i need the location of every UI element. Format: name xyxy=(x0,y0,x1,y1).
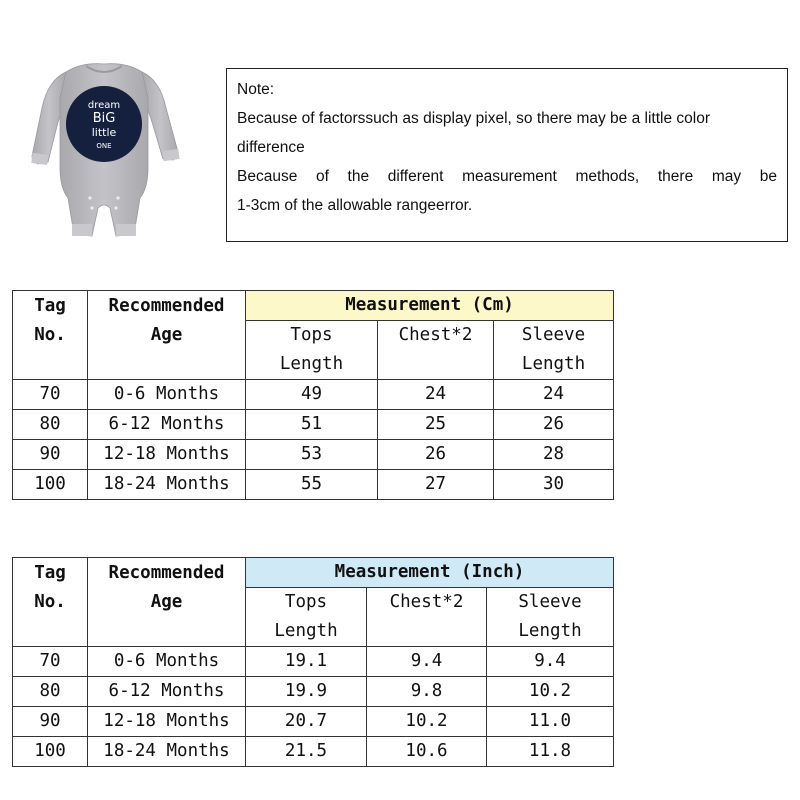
header-tag-no: Tag No. xyxy=(13,291,88,380)
cell-age: 18-24 Months xyxy=(88,737,246,767)
cell-chest: 9.4 xyxy=(367,647,487,677)
cell-age: 12-18 Months xyxy=(88,440,246,470)
cell-chest: 24 xyxy=(378,380,494,410)
header-sleeve-length: Sleeve Length xyxy=(494,321,614,380)
header-chest: Chest*2 xyxy=(378,321,494,380)
cell-tag-no: 70 xyxy=(13,647,88,677)
size-table-inch xyxy=(12,557,614,767)
note-line: Because of the different measurement methods, there may be xyxy=(237,168,777,185)
cell-tag-no: 100 xyxy=(13,470,88,500)
cell-chest: 26 xyxy=(378,440,494,470)
note-line: 1-3cm of the allowable rangeerror. xyxy=(237,197,473,214)
table-body-cm xyxy=(13,380,614,500)
shirt-text-line: BiG xyxy=(92,111,116,126)
cell-sleeve-length: 30 xyxy=(494,470,614,500)
cell-tag-no: 100 xyxy=(13,737,88,767)
shirt-text-line: ONE xyxy=(96,142,112,150)
cell-sleeve-length: 11.0 xyxy=(487,707,614,737)
cell-age: 0-6 Months xyxy=(88,647,246,677)
note-line: Because of factorssuch as display pixel, so there may be a little color xyxy=(237,110,710,127)
shirt-text-line: dream xyxy=(87,100,121,111)
shirt-text-line: little xyxy=(91,126,117,139)
cell-age: 0-6 Months xyxy=(88,380,246,410)
table-row xyxy=(13,440,614,470)
cell-sleeve-length: 11.8 xyxy=(487,737,614,767)
note-box xyxy=(226,68,788,242)
cell-tops-length: 19.1 xyxy=(246,647,367,677)
cell-tag-no: 80 xyxy=(13,410,88,440)
cell-tops-length: 21.5 xyxy=(246,737,367,767)
cell-tag-no: 70 xyxy=(13,380,88,410)
header-recommended-age: Recommended Age xyxy=(88,291,246,380)
cell-tops-length: 49 xyxy=(246,380,378,410)
cell-age: 12-18 Months xyxy=(88,707,246,737)
header-tops-length: Tops Length xyxy=(246,588,367,647)
header-chest: Chest*2 xyxy=(367,588,487,647)
cell-tops-length: 51 xyxy=(246,410,378,440)
cell-chest: 9.8 xyxy=(367,677,487,707)
header-measurement: Measurement (Inch) xyxy=(246,558,614,588)
cell-tops-length: 20.7 xyxy=(246,707,367,737)
table-row xyxy=(13,737,614,767)
header-sleeve-length: Sleeve Length xyxy=(487,588,614,647)
table-body-inch xyxy=(13,647,614,767)
cell-sleeve-length: 9.4 xyxy=(487,647,614,677)
table-row xyxy=(13,647,614,677)
cell-tag-no: 90 xyxy=(13,707,88,737)
cell-age: 6-12 Months xyxy=(88,677,246,707)
cell-tops-length: 55 xyxy=(246,470,378,500)
table-row xyxy=(13,380,614,410)
cell-sleeve-length: 26 xyxy=(494,410,614,440)
note-line: difference xyxy=(237,139,305,156)
table-row xyxy=(13,707,614,737)
table-row xyxy=(13,470,614,500)
cell-chest: 10.6 xyxy=(367,737,487,767)
header-tops-length: Tops Length xyxy=(246,321,378,380)
header-tag-no: Tag No. xyxy=(13,558,88,647)
cell-tag-no: 90 xyxy=(13,440,88,470)
cell-chest: 25 xyxy=(378,410,494,440)
romper-product-image xyxy=(30,58,180,243)
cell-chest: 10.2 xyxy=(367,707,487,737)
cell-sleeve-length: 24 xyxy=(494,380,614,410)
size-table-cm xyxy=(12,290,614,500)
cell-tops-length: 53 xyxy=(246,440,378,470)
cell-chest: 27 xyxy=(378,470,494,500)
cell-age: 6-12 Months xyxy=(88,410,246,440)
note-title: Note: xyxy=(237,81,275,98)
cell-age: 18-24 Months xyxy=(88,470,246,500)
cell-tops-length: 19.9 xyxy=(246,677,367,707)
header-measurement: Measurement (Cm) xyxy=(246,291,614,321)
table-row xyxy=(13,677,614,707)
cell-tag-no: 80 xyxy=(13,677,88,707)
cell-sleeve-length: 28 xyxy=(494,440,614,470)
header-recommended-age: Recommended Age xyxy=(88,558,246,647)
table-row xyxy=(13,410,614,440)
cell-sleeve-length: 10.2 xyxy=(487,677,614,707)
